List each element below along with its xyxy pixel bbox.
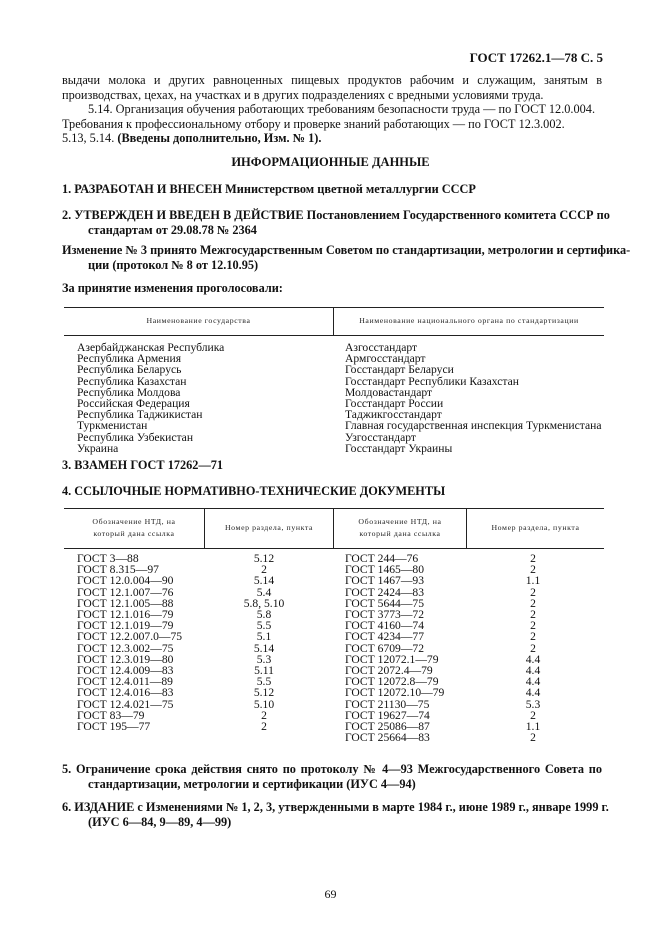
reference-point: 5.8, 5.10 <box>243 596 285 610</box>
national-body-list <box>345 342 601 454</box>
item-6-line: (ИУС 6—84, 9—89, 4—99) <box>88 814 232 829</box>
reference-point: 2 <box>261 720 267 734</box>
reference-point: 1.1 <box>525 720 541 734</box>
national-body-name: Главная государственная инспекция Туркменистана <box>345 419 602 433</box>
reference-point: 5.10 <box>253 697 275 711</box>
intro-paragraph <box>62 73 602 146</box>
page-header: ГОСТ 17262.1—78 С. 5 <box>469 50 603 65</box>
reference-point: 2 <box>530 731 536 745</box>
reference-document: ГОСТ 12072.1—79 <box>345 652 439 666</box>
reference-document: ГОСТ 1465—80 <box>345 563 425 577</box>
reference-document: ГОСТ 12.1.005—88 <box>77 596 174 610</box>
item-6 <box>62 800 609 829</box>
item-2 <box>62 208 610 237</box>
state-name: Украина <box>77 441 119 455</box>
state-name: Республика Армения <box>77 352 182 366</box>
reference-point: 4.4 <box>525 686 541 700</box>
reference-point: 5.8 <box>256 608 272 622</box>
item-2-line: стандартам от 29.08.78 № 2364 <box>88 222 257 237</box>
column-header-point: Номер раздела, пункта <box>224 523 314 532</box>
state-name: Российская Федерация <box>77 397 190 411</box>
reference-point: 5.14 <box>253 641 275 655</box>
national-body-name: Таджикгосстандарт <box>345 408 442 422</box>
reference-document: ГОСТ 4234—77 <box>345 630 425 644</box>
reference-document: ГОСТ 12072.8—79 <box>345 675 439 689</box>
info-heading: ИНФОРМАЦИОННЫЕ ДАННЫЕ <box>231 155 430 169</box>
reference-point: 1.1 <box>525 574 541 588</box>
reference-point: 5.12 <box>253 552 275 565</box>
reference-point: 2 <box>530 619 536 633</box>
reference-point: 5.12 <box>253 686 275 700</box>
reference-document: ГОСТ 2072.4—79 <box>345 664 433 678</box>
reference-document: ГОСТ 3—88 <box>77 552 139 565</box>
reference-document: ГОСТ 12.4.016—83 <box>77 686 174 700</box>
reference-point-list <box>214 553 314 732</box>
national-body-name: Госстандарт Беларуси <box>345 363 454 377</box>
intro-line: выдачи молока и других равноценных пищевых продуктов рабочим и служащим, занятым в <box>62 73 602 87</box>
reference-document: ГОСТ 12.1.016—79 <box>77 608 174 622</box>
reference-point: 2 <box>530 641 536 655</box>
item-3: 3. ВЗАМЕН ГОСТ 17262—71 <box>62 458 224 472</box>
reference-document: ГОСТ 5644—75 <box>345 596 425 610</box>
item-6-line: 6. ИЗДАНИЕ с Изменениями № 1, 2, 3, утвержденными в марте 1984 г., июне 1989 г., январе 1999 г. <box>62 800 609 814</box>
reference-document: ГОСТ 244—76 <box>345 552 419 565</box>
reference-document: ГОСТ 25086—87 <box>345 720 430 734</box>
reference-document: ГОСТ 25664—83 <box>345 731 430 745</box>
reference-point: 5.5 <box>256 675 272 689</box>
reference-document: ГОСТ 8.315—97 <box>77 563 159 577</box>
reference-document: ГОСТ 6709—72 <box>345 641 425 655</box>
table-header-rule <box>64 548 604 549</box>
intro-text: 5.13, 5.14. <box>62 131 118 146</box>
state-name: Республика Казахстан <box>77 374 187 388</box>
column-header-line: который дана ссылка <box>359 528 441 538</box>
table-top-rule <box>64 307 604 308</box>
reference-document: ГОСТ 12.3.019—80 <box>77 652 174 666</box>
national-body-name: Госстандарт Республики Казахстан <box>345 374 519 388</box>
reference-point: 2 <box>530 708 536 722</box>
reference-point: 2 <box>530 630 536 644</box>
table-top-rule <box>64 508 604 509</box>
national-body-name: Госстандарт Украины <box>345 441 453 455</box>
page-number: 69 <box>324 887 337 901</box>
reference-point: 5.14 <box>253 574 275 588</box>
reference-point: 4.4 <box>525 675 541 689</box>
reference-document: ГОСТ 12.3.002—75 <box>77 641 174 655</box>
reference-document: ГОСТ 2424—83 <box>345 585 425 599</box>
reference-document: ГОСТ 3773—72 <box>345 608 425 622</box>
reference-point: 5.1 <box>256 630 272 644</box>
column-header-document <box>334 516 466 539</box>
item-5-line: 5. Ограничение срока действия снято по протоколу № 4—93 Межгосударственного Совета по <box>62 762 602 776</box>
national-body-name: Азгосстандарт <box>345 341 418 354</box>
reference-point: 2 <box>530 608 536 622</box>
national-body-name: Молдовастандарт <box>345 385 433 399</box>
intro-line <box>62 131 602 146</box>
column-header-line: Обозначение НТД, на <box>92 517 176 526</box>
reference-document: ГОСТ 4160—74 <box>345 619 425 633</box>
reference-document: ГОСТ 21130—75 <box>345 697 430 711</box>
reference-point: 4.4 <box>525 652 541 666</box>
reference-document: ГОСТ 19627—74 <box>345 708 430 722</box>
table-header-rule <box>64 335 604 336</box>
reference-point: 2 <box>261 563 267 577</box>
reference-document: ГОСТ 12072.10—79 <box>345 686 445 700</box>
reference-document: ГОСТ 12.0.004—90 <box>77 574 174 588</box>
reference-document: ГОСТ 12.1.007—76 <box>77 585 174 599</box>
reference-point: 5.4 <box>256 585 272 599</box>
reference-document: ГОСТ 12.4.021—75 <box>77 697 174 711</box>
amendment-line: Изменение № 3 принято Межгосударственным Советом по стандартизации, метрологии и сертифика- <box>62 243 631 257</box>
reference-point: 2 <box>530 596 536 610</box>
column-header-line: который дана ссылка <box>93 528 175 538</box>
reference-point: 2 <box>530 585 536 599</box>
reference-document: ГОСТ 83—79 <box>77 708 145 722</box>
state-name: Туркменистан <box>77 419 148 433</box>
national-body-name: Армгосстандарт <box>345 352 426 366</box>
reference-document: ГОСТ 1467—93 <box>345 574 425 588</box>
column-header-line: Обозначение НТД, на <box>358 517 442 526</box>
reference-document: ГОСТ 12.1.019—79 <box>77 619 174 633</box>
reference-point: 5.5 <box>256 619 272 633</box>
reference-point: 5.3 <box>525 697 541 711</box>
item-2-line: 2. УТВЕРЖДЕН И ВВЕДЕН В ДЕЙСТВИЕ Постановлением Государственного комитета СССР по <box>62 208 610 222</box>
amendment-line: ции (протокол № 8 от 12.10.95) <box>88 257 259 272</box>
intro-line: Требования к профессиональному отбору и проверке знаний работающих — по ГОСТ 12.3.002. <box>62 116 565 131</box>
reference-point: 2 <box>261 708 267 722</box>
intro-line: 5.14. Организация обучения работающих требованиям безопасности труда — по ГОСТ 12.0.004. <box>88 102 596 117</box>
reference-point: 5.3 <box>256 652 272 666</box>
national-body-name: Госстандарт России <box>345 397 444 411</box>
item-1: 1. РАЗРАБОТАН И ВНЕСЕН Министерством цветной металлургии СССР <box>62 182 476 196</box>
reference-point: 2 <box>530 552 536 565</box>
state-name: Азербайджанская Республика <box>77 341 225 354</box>
reference-point: 4.4 <box>525 664 541 678</box>
column-header-state: Наименование государства <box>146 316 251 325</box>
reference-point-list <box>483 553 583 743</box>
reference-document: ГОСТ 12.4.011—89 <box>77 675 173 689</box>
reference-document-list <box>345 553 444 743</box>
reference-document: ГОСТ 12.4.009—83 <box>77 664 174 678</box>
column-header-point: Номер раздела, пункта <box>491 523 580 532</box>
intro-line: производствах, цехах, на участках и в других подразделениях с вредными условиями труда. <box>62 87 544 102</box>
item-5-line: стандартизации, метрологии и сертификации (ИУС 4—94) <box>88 776 416 791</box>
intro-amendment-note: (Введены дополнительно, Изм. № 1). <box>117 131 322 146</box>
state-list <box>77 342 224 454</box>
state-name: Республика Узбекистан <box>77 430 194 444</box>
reference-point: 5.11 <box>254 664 274 678</box>
state-name: Республика Беларусь <box>77 363 182 377</box>
reference-point: 2 <box>530 563 536 577</box>
national-body-name: Узгосстандарт <box>345 430 416 444</box>
state-name: Республика Молдова <box>77 385 181 399</box>
reference-document: ГОСТ 195—77 <box>77 720 151 734</box>
reference-document: ГОСТ 12.2.007.0—75 <box>77 630 183 644</box>
item-4: 4. ССЫЛОЧНЫЕ НОРМАТИВНО-ТЕХНИЧЕСКИЕ ДОКУМЕНТЫ <box>62 484 446 498</box>
reference-document-list <box>77 553 182 732</box>
column-header-document <box>64 516 204 539</box>
state-name: Республика Таджикистан <box>77 408 203 422</box>
amendment-note <box>62 243 631 272</box>
column-header-national-body: Наименование национального органа по стандартизации <box>359 316 579 325</box>
item-5 <box>62 762 602 791</box>
voting-label: За принятие изменения проголосовали: <box>62 281 283 295</box>
